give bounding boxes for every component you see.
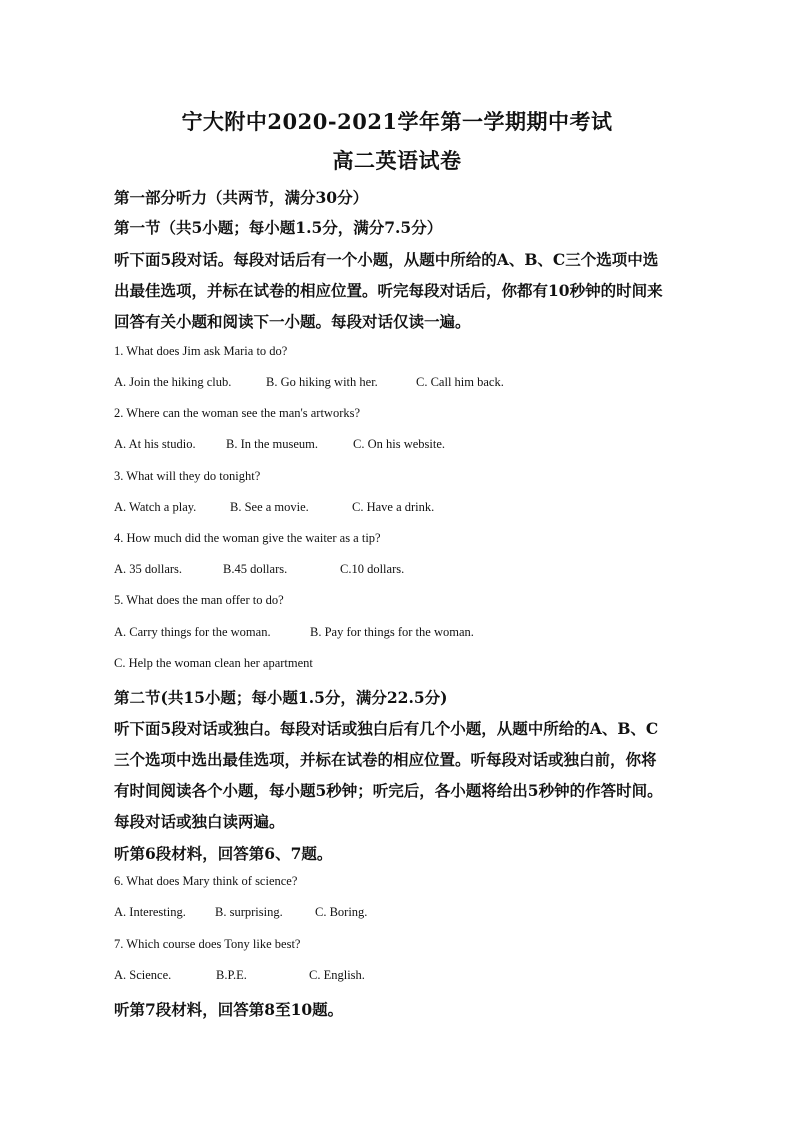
section2-instruction-line: 三个选项中选出最佳选项，并标在试卷的相应位置。听每段对话或独白前，你将 (114, 750, 657, 769)
option-b: B. See a movie. (230, 500, 309, 514)
question-2: 2. Where can the woman see the man's artworks? (114, 406, 361, 420)
section2-heading: 第二节(共15小题；每小题1.5分，满分22.5分) (114, 688, 448, 707)
option-c: C. Have a drink. (352, 500, 435, 514)
section1-heading: 第一节（共5小题；每小题1.5分，满分7.5分） (114, 218, 443, 237)
option-a: A. 35 dollars. (114, 562, 183, 576)
option-c: C. Help the woman clean her apartment (114, 656, 313, 670)
question-4-options (114, 562, 405, 577)
section1-instruction-line: 出最佳选项，并标在试卷的相应位置。听完每段对话后，你都有10秒钟的时间来 (114, 281, 663, 300)
section1-instruction-line: 听下面5段对话。每段对话后有一个小题，从题中所给的A、B、C三个选项中选 (114, 250, 659, 269)
question-6: 6. What does Mary think of science? (114, 874, 298, 888)
question-6-options (114, 905, 368, 920)
option-b: B.P.E. (216, 968, 247, 982)
question-1: 1. What does Jim ask Maria to do? (114, 344, 288, 358)
question-2-options (114, 437, 446, 452)
option-a: A. Interesting. (114, 905, 186, 919)
section2-instruction-line: 每段对话或独白读两遍。 (114, 812, 285, 831)
question-5-options (114, 625, 474, 640)
option-b: B. Go hiking with her. (266, 375, 378, 389)
group-6-heading: 听第6段材料，回答第6、7题。 (114, 844, 333, 863)
option-a: A. Science. (114, 968, 172, 982)
option-a: A. Join the hiking club. (114, 375, 232, 389)
question-1-options (114, 375, 504, 390)
exam-title: 宁大附中2020-2021学年第一学期期中考试 (181, 109, 613, 134)
section1-instruction-line: 回答有关小题和阅读下一小题。每段对话仅读一遍。 (114, 312, 471, 331)
part1-heading: 第一部分听力（共两节，满分30分） (114, 188, 369, 207)
question-7: 7. Which course does Tony like best? (114, 937, 301, 951)
option-a: A. Carry things for the woman. (114, 625, 271, 639)
option-c: C.10 dollars. (340, 562, 405, 576)
exam-subtitle: 高二英语试卷 (332, 148, 462, 173)
option-a: A. Watch a play. (114, 500, 197, 514)
group-7-heading: 听第7段材料，回答第8至10题。 (114, 1000, 344, 1019)
section2-instruction-line: 听下面5段对话或独白。每段对话或独白后有几个小题，从题中所给的A、B、C (114, 719, 659, 738)
option-c: C. Boring. (315, 905, 368, 919)
question-4: 4. How much did the woman give the waiter as a tip? (114, 531, 381, 545)
question-7-options (114, 968, 365, 983)
option-c: C. English. (309, 968, 365, 982)
section2-instruction-line: 有时间阅读各个小题，每小题5秒钟；听完后，各小题将给出5秒钟的作答时间。 (114, 781, 663, 800)
question-5: 5. What does the man offer to do? (114, 593, 284, 607)
option-b: B. surprising. (215, 905, 283, 919)
question-3: 3. What will they do tonight? (114, 469, 261, 483)
option-b: B.45 dollars. (223, 562, 288, 576)
option-b: B. In the museum. (226, 437, 319, 451)
option-c: C. On his website. (353, 437, 446, 451)
option-c: C. Call him back. (416, 375, 504, 389)
option-a: A. At his studio. (114, 437, 196, 451)
question-3-options (114, 500, 435, 515)
option-b: B. Pay for things for the woman. (310, 625, 474, 639)
